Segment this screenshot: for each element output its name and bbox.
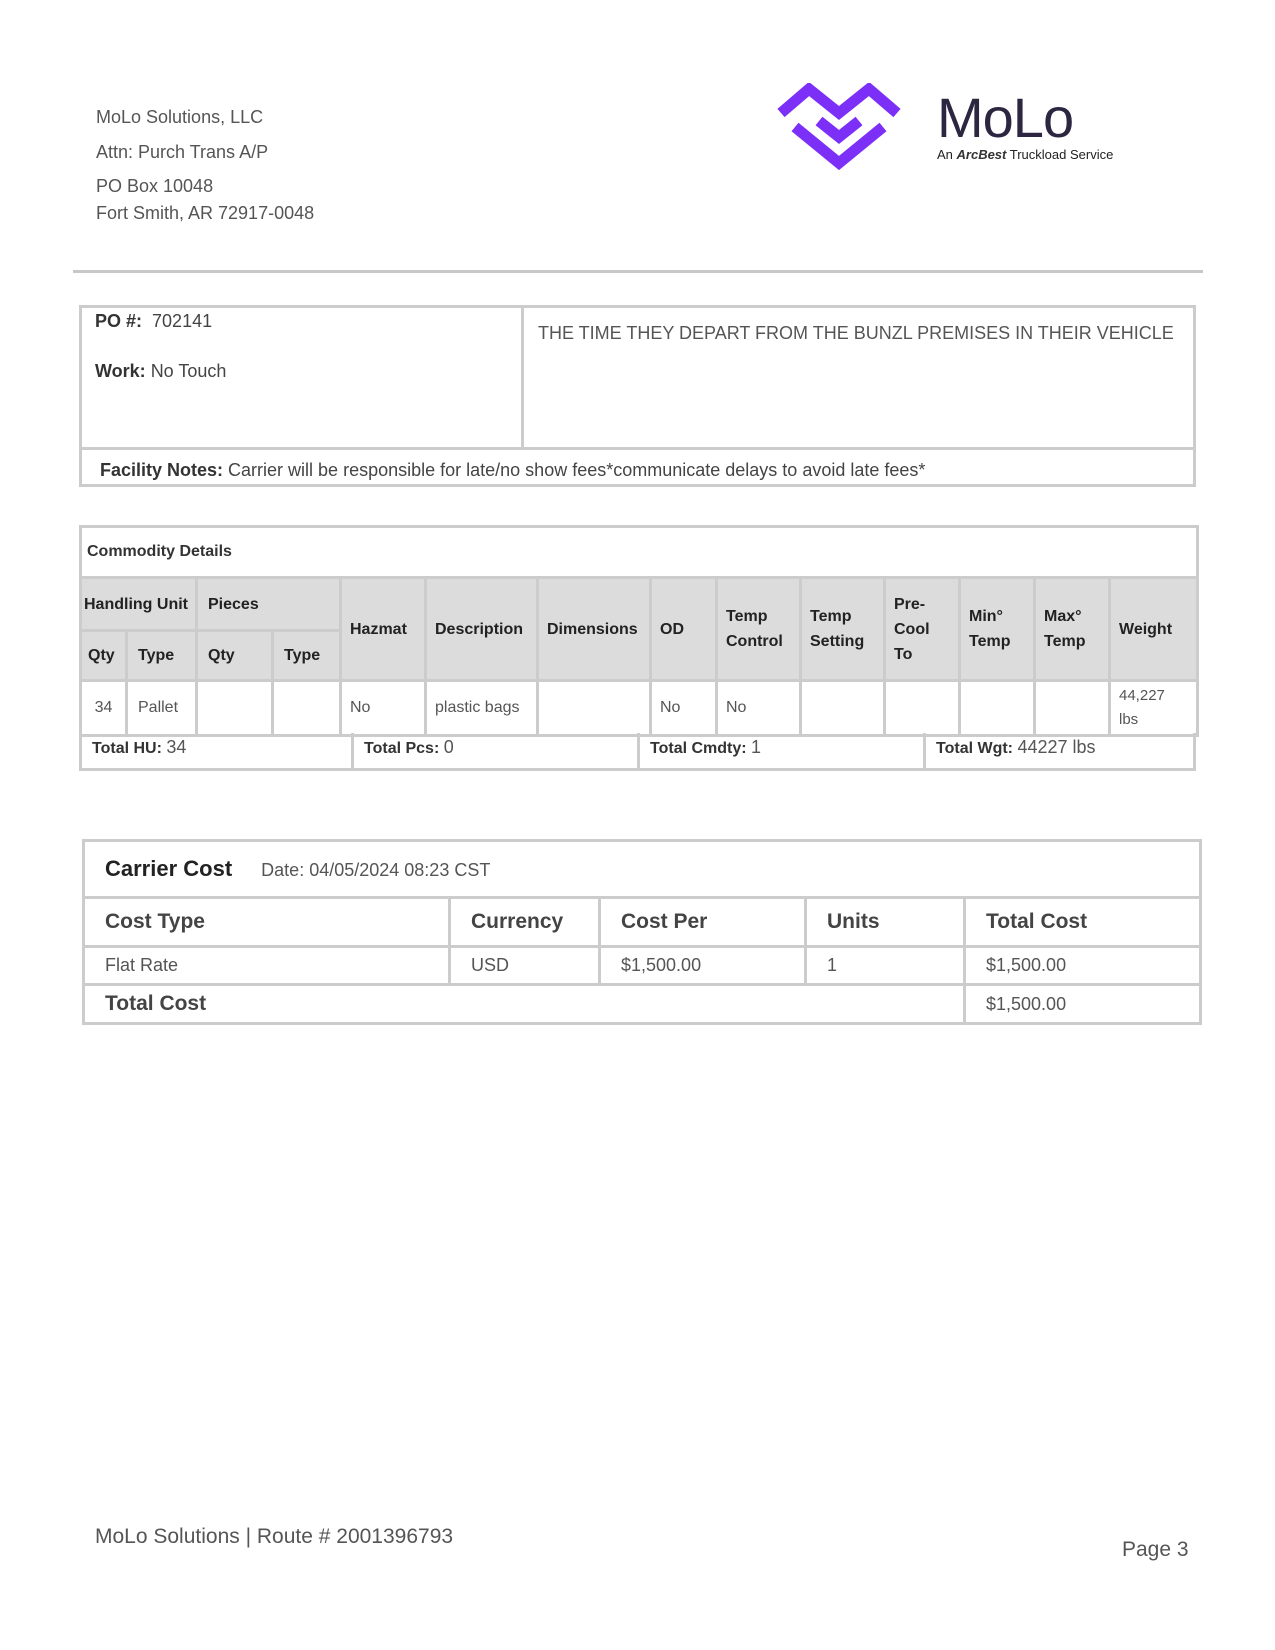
footer-route: MoLo Solutions | Route # 2001396793 <box>95 1525 454 1548</box>
total-wgt: Total Wgt: 44227 lbs <box>936 737 1096 757</box>
temp-setting-header: Temp Setting <box>801 578 885 681</box>
carrier-cost-table <box>82 839 1202 1025</box>
min-temp-header: Min° Temp <box>960 578 1035 681</box>
handling-unit-header: Handling Unit <box>81 578 197 631</box>
cost-type-header: Cost Type <box>84 898 450 947</box>
cost-per-cell: $1,500.00 <box>600 947 806 985</box>
units-header: Units <box>806 898 965 947</box>
po-info-box <box>79 305 1196 487</box>
description-header: Description <box>426 578 538 681</box>
pc-qty-header: Qty <box>197 631 273 681</box>
commodity-title: Commodity Details <box>81 527 1198 578</box>
od-header: OD <box>651 578 717 681</box>
carrier-cost-title: Carrier Cost <box>105 856 233 881</box>
cost-per-header: Cost Per <box>600 898 806 947</box>
hazmat-header: Hazmat <box>341 578 426 681</box>
logo-tagline: An ArcBest Truckload Service <box>937 147 1114 162</box>
max-temp-header: Max° Temp <box>1035 578 1110 681</box>
pieces-header: Pieces <box>197 578 341 631</box>
currency-header: Currency <box>450 898 600 947</box>
total-cmdty: Total Cmdty: 1 <box>640 733 926 768</box>
total-cost-header: Total Cost <box>965 898 1201 947</box>
cost-type-cell: Flat Rate <box>84 947 450 985</box>
hu-type-cell: Pallet <box>127 681 197 736</box>
company-name: MoLo Solutions, LLC <box>96 107 264 127</box>
carrier-cost-header <box>84 841 1201 898</box>
table-row <box>81 681 1198 736</box>
attn-line: Attn: Purch Trans A/P <box>96 142 269 162</box>
header-divider <box>73 270 1203 273</box>
pc-type-cell <box>273 681 341 736</box>
dimensions-cell <box>538 681 651 736</box>
po-note: THE TIME THEY DEPART FROM THE BUNZL PREMISES IN THEIR VEHICLE <box>538 323 1174 343</box>
hu-type-header: Type <box>127 631 197 681</box>
total-cost-cell: $1,500.00 <box>965 947 1201 985</box>
units-cell: 1 <box>806 947 965 985</box>
po-divider <box>82 447 1193 450</box>
table-row <box>84 947 1201 985</box>
po-box-line: PO Box 10048 <box>96 176 214 196</box>
page-number: Page 3 <box>1122 1538 1189 1561</box>
commodity-table <box>79 525 1199 737</box>
pc-qty-cell <box>197 681 273 736</box>
weight-header: Weight <box>1110 578 1198 681</box>
dimensions-header: Dimensions <box>538 578 651 681</box>
pc-type-header: Type <box>273 631 341 681</box>
commodity-totals <box>79 733 1196 771</box>
molo-logo <box>775 83 1175 183</box>
currency-cell: USD <box>450 947 600 985</box>
facility-notes: Facility Notes: Carrier will be responsible for late/no show fees*communicate delays to avoid late fees* <box>100 460 926 480</box>
logo-wordmark: MoLo <box>937 86 1074 149</box>
od-cell: No <box>651 681 717 736</box>
total-pcs: Total Pcs: 0 <box>354 733 640 768</box>
hu-qty-header: Qty <box>81 631 127 681</box>
temp-setting-cell <box>801 681 885 736</box>
po-number: PO #: 702141 <box>95 311 213 331</box>
total-hu: Total HU: 34 <box>82 733 354 768</box>
total-cost-value: $1,500.00 <box>965 985 1201 1024</box>
hu-qty-cell: 34 <box>81 681 127 736</box>
pre-cool-header: Pre-Cool To <box>885 578 960 681</box>
total-cost-label: Total Cost <box>84 985 965 1024</box>
hazmat-cell: No <box>341 681 426 736</box>
temp-control-cell: No <box>717 681 801 736</box>
work-type: Work: No Touch <box>95 361 227 381</box>
temp-control-header: Temp Control <box>717 578 801 681</box>
description-cell: plastic bags <box>426 681 538 736</box>
weight-cell: 44,227 lbs <box>1110 681 1198 736</box>
pre-cool-cell <box>885 681 960 736</box>
city-line: Fort Smith, AR 72917-0048 <box>96 203 315 223</box>
max-temp-cell <box>1035 681 1110 736</box>
carrier-cost-date: Date: 04/05/2024 08:23 CST <box>261 860 491 880</box>
molo-mark-icon <box>775 83 905 173</box>
min-temp-cell <box>960 681 1035 736</box>
